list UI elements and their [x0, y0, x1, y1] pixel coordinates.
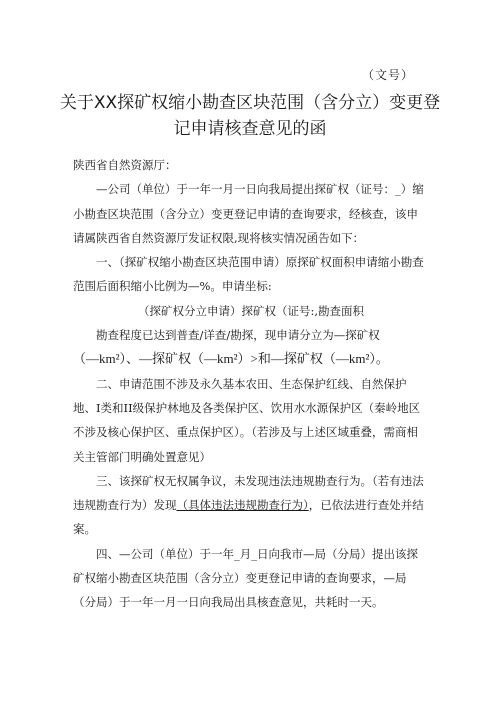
document-title [40, 90, 460, 142]
salutation: 陕西省自然资源厅： [73, 158, 177, 172]
title-line-1: 关于XX探矿权缩小勘查区块范围（含分立）变更登 [59, 93, 441, 113]
paragraph-item-3 [73, 469, 429, 542]
item-3-text: 三、该探矿权无权属争议，未发现违法违规勘查行为。（若有违法违规勘查行为）发现 [73, 473, 424, 513]
paragraph-intro: —公司（单位）于一年一月一日向我局提出探矿权（证号：_）缩小勘查区块范围（含分立）变更登记申请的查询要求，经核查，该申请属陕西省自然资源厅发证权限,现将核实情况函告如下： [73, 182, 424, 245]
paragraph-split-application: （探矿权分立申请）探矿权（证号:,勘查面积 [137, 303, 365, 318]
paragraph-exploration-level: 勘查程度已达到普查/详查/勘探，现申请分立为—探矿权 [96, 328, 380, 343]
paragraph-item-1: 一、（探矿权缩小勘查区块范围申请）原探矿权面积申请缩小勘查范围后面积缩小比例为—%。申请坐标: [73, 255, 424, 294]
paragraph-split-areas: （—km²）、—探矿权（—km²）>和—探矿权（—km²）。 [73, 351, 389, 367]
item-3-underlined-text: （具体违法违规勘查行为） [176, 498, 309, 513]
item-3-conclusion: ，已依法进行查处并结案。 [73, 498, 424, 537]
title-line-2: 记申请核查意见的函 [173, 119, 327, 139]
document-number: （文号） [361, 68, 414, 82]
document-body [73, 153, 429, 615]
paragraph-item-4: 四、—公司（单位）于一年_月_日向我市—局（分局）提出该探矿权缩小勘查区块范围（含分立）变更登记申请的查询要求，—局（分局）于一年一月一日向我局出具核查意见，共耗时一天。 [73, 546, 418, 610]
paragraph-item-2: 二、申请范围不涉及永久基本农田、生态保护红线、自然保护地、I类和II级保护林地及各类保护区、饮用水水源保护区（秦岭地区不涉及核心保护区、重点保护区）。（若涉及与上述区域重叠，需商相关主管部门明确处置意见） [73, 376, 421, 464]
